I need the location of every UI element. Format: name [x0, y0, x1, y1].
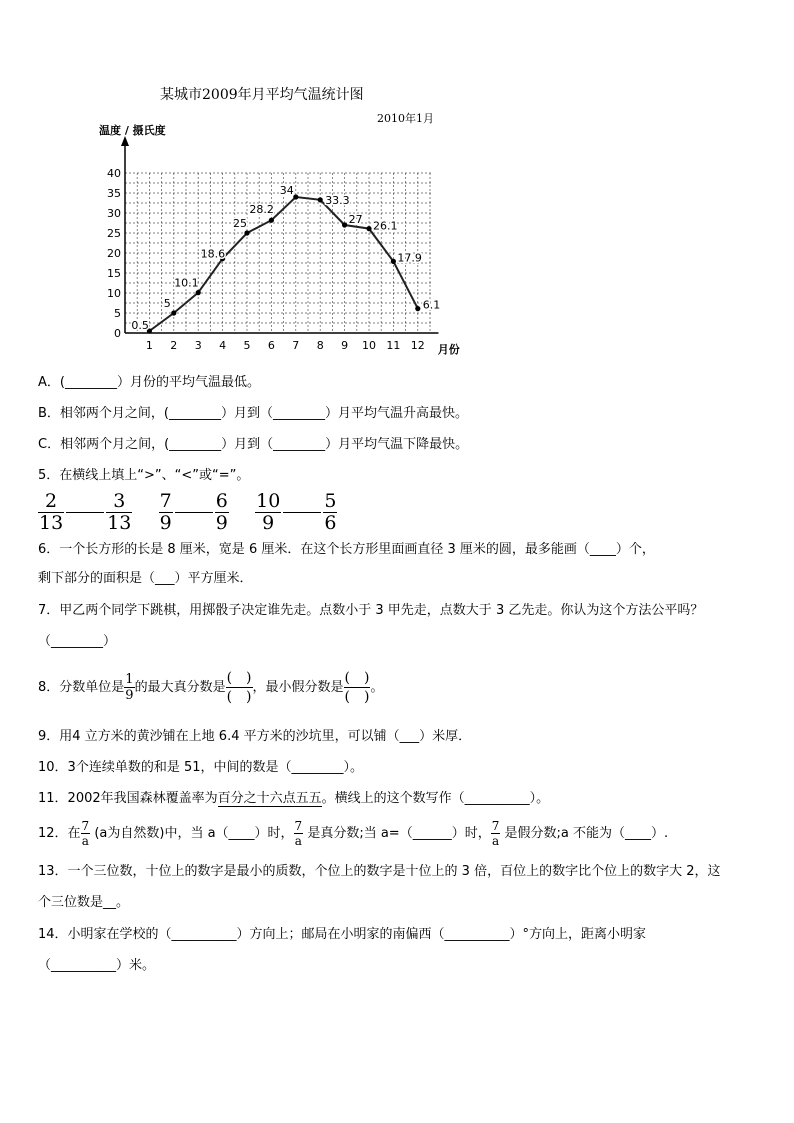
fraction: $\frac{6}{9}$ — [215, 490, 228, 534]
data-label: 0.5 — [131, 319, 149, 332]
question-13-line-1: 13．一个三位数，十位上的数字是最小的质数，个位上的数字是十位上的 3 倍，百位上的数字比个位上的数字大 2，这 — [38, 864, 721, 879]
question-9: 9．用4 立方米的黄沙铺在上地 6.4 平方米的沙坑里，可以铺（___）米厚． — [38, 729, 472, 744]
data-point — [269, 218, 274, 223]
y-tick-label: 40 — [107, 167, 121, 180]
data-point — [415, 306, 420, 311]
y-tick-label: 25 — [107, 227, 121, 240]
x-tick-label: 1 — [145, 339, 153, 352]
fraction: $\frac{10}{9}$ — [256, 490, 281, 534]
y-axis-arrow — [121, 136, 129, 146]
question-b: B．相邻两个月之间，(________）月到（________）月平均气温升高最快。 — [38, 406, 468, 421]
question-7-line-1: 7．甲乙两个同学下跳棋，用掷骰子决定谁先走。点数小于 3 甲先走，点数大于 3 乙先走。你认为这个方法公平吗？ — [38, 603, 704, 618]
x-tick-label: 9 — [341, 339, 349, 352]
y-tick-label: 30 — [107, 207, 121, 220]
data-label: 28.2 — [249, 203, 274, 217]
question-a: A．(________）月份的平均气温最低。 — [38, 375, 260, 390]
question-7-line-2: （________） — [38, 634, 117, 649]
chart-title: 某城市2009年月平均气温统计图 — [160, 87, 364, 103]
answer-line[interactable] — [283, 512, 321, 513]
y-tick-label: 35 — [107, 187, 121, 200]
question-13-line-2: 个三位数是__。 — [38, 895, 130, 910]
data-label: 26.1 — [373, 219, 398, 233]
question-8: 8．分数单位是 $\frac{1}{9}$ 的最大真分数是 $\frac{( )}{( )}$ ，最小假分数是 $\frac{( )}{( )}$ 。 — [38, 670, 384, 705]
fraction: $\frac{2}{13}$ — [39, 490, 64, 534]
temperature-line-chart — [95, 120, 465, 365]
y-axis-label: 温度 / 摄氏度 — [99, 124, 166, 137]
data-label: 10.1 — [174, 276, 199, 290]
data-label: 33.3 — [325, 193, 350, 207]
answer-line[interactable] — [175, 512, 213, 513]
x-tick-label: 7 — [292, 339, 300, 352]
fraction: $\frac{7}{a}$ — [294, 819, 303, 848]
y-tick-label: 15 — [107, 267, 121, 280]
fraction: $\frac{5}{6}$ — [324, 490, 337, 534]
question-12: 12．在 $\frac{7}{a}$ (a为自然数)中，当 a（____）时， $\frac{7}{a}$ 是真分数;当 a=（______）时， $\frac{7}{a}$ 是假分数;a 不能为（____）. — [38, 819, 669, 848]
x-tick-label: 11 — [386, 339, 401, 352]
x-tick-label: 10 — [362, 339, 376, 352]
x-tick-label: 2 — [170, 339, 178, 352]
fraction: $\frac{7}{a}$ — [491, 819, 500, 848]
x-tick-label: 6 — [267, 339, 275, 352]
question-6-line-2: 剩下部分的面积是（___）平方厘米． — [38, 571, 253, 586]
answer-fraction[interactable]: $\frac{( )}{( )}$ — [344, 670, 370, 705]
data-point — [196, 290, 201, 295]
x-axis-label: 月份 — [437, 343, 460, 356]
chart-date: 2010年1月 — [377, 112, 434, 125]
data-point — [293, 194, 298, 199]
y-tick-label: 0 — [114, 327, 121, 340]
x-tick-label: 12 — [410, 339, 425, 352]
data-point — [318, 197, 323, 202]
y-tick-label: 10 — [107, 287, 121, 300]
underlined-number-text: 百分之十六点五五 — [217, 791, 322, 806]
question-11: 11．2002年我国森林覆盖率为百分之十六点五五。横线上的这个数写作（__________）。 — [38, 791, 550, 806]
data-point — [366, 226, 371, 231]
fraction: $\frac{3}{13}$ — [107, 490, 132, 534]
data-point — [244, 230, 249, 235]
data-label: 5 — [163, 297, 171, 310]
x-tick-label: 4 — [219, 339, 227, 352]
data-label: 6.1 — [422, 298, 441, 312]
data-label: 27 — [348, 213, 363, 226]
question-14-line-2: （__________）米。 — [38, 958, 156, 973]
x-tick-label: 8 — [316, 339, 324, 352]
question-c: C．相邻两个月之间，(________）月到（________）月平均气温下降最快。 — [38, 437, 469, 452]
question-5-fractions — [38, 491, 337, 534]
x-tick-label: 3 — [194, 339, 202, 352]
data-point — [342, 222, 347, 227]
fraction: $\frac{1}{9}$ — [125, 672, 134, 703]
data-label: 17.9 — [397, 251, 422, 265]
question-14-line-1: 14．小明家在学校的（__________）方向上；邮局在小明家的南偏西（__________）°方向上，距离小明家 — [38, 927, 647, 942]
data-label: 25 — [233, 217, 247, 230]
data-point — [391, 259, 396, 264]
data-label: 34 — [279, 184, 294, 197]
answer-line[interactable] — [66, 512, 104, 513]
question-5: 5．在横线上填上“>”、“<”或“=”。 — [38, 468, 250, 483]
x-tick-label: 5 — [243, 339, 251, 352]
data-point — [171, 310, 176, 315]
data-label: 18.6 — [200, 247, 226, 261]
y-tick-label: 5 — [114, 307, 121, 320]
answer-fraction[interactable]: $\frac{( )}{( )}$ — [226, 670, 252, 705]
fraction: $\frac{7}{a}$ — [81, 819, 90, 848]
question-10: 10．3个连续单数的和是 51，中间的数是（________）。 — [38, 760, 363, 775]
fraction: $\frac{7}{9}$ — [159, 490, 172, 534]
y-tick-label: 20 — [107, 247, 121, 260]
question-6-line-1: 6．一个长方形的长是 8 厘米，宽是 6 厘米．在这个长方形里面画直径 3 厘米的圆，最多能画（____）个， — [38, 542, 655, 557]
